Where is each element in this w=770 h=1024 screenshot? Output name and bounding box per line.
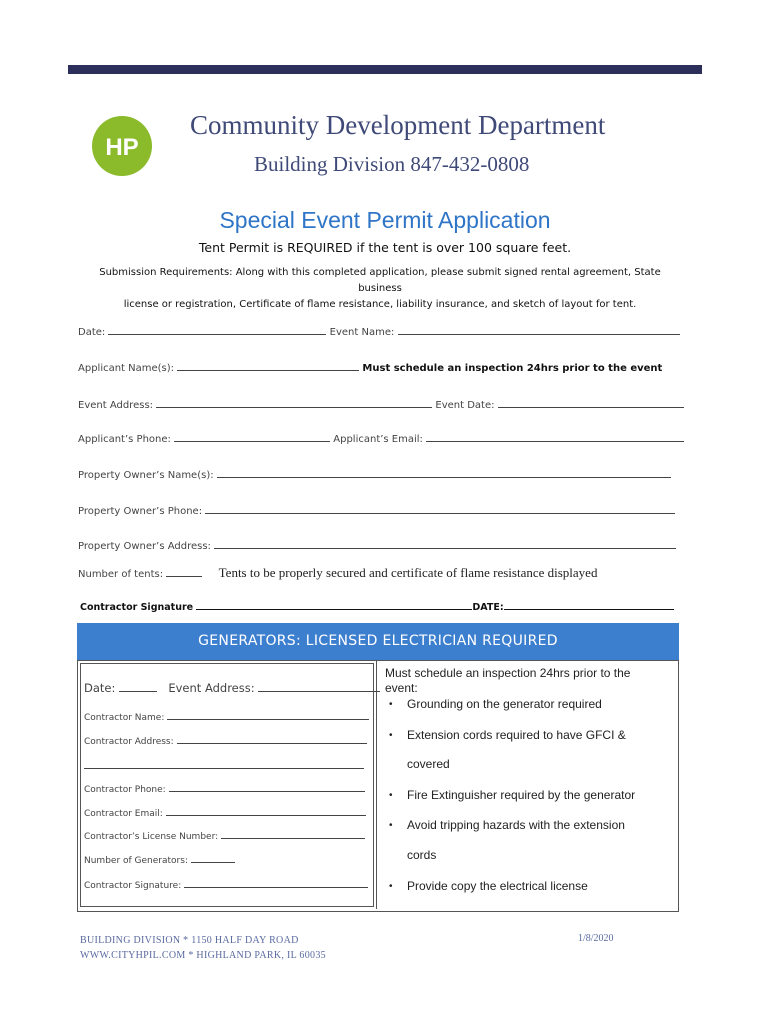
list-item-text: Avoid tripping hazards with the extension (407, 818, 625, 832)
applicant-contact-row (78, 430, 684, 445)
owner-names-field[interactable] (217, 466, 671, 478)
bullet-icon: • (389, 730, 393, 741)
gen-contractor-phone-label: Contractor Phone: (84, 785, 166, 795)
gen-contractor-email-label: Contractor Email: (84, 809, 163, 819)
gen-event-address-field[interactable] (258, 680, 380, 692)
contractor-signature-field[interactable] (196, 598, 472, 610)
bullet-icon: • (389, 881, 393, 892)
list-item (389, 697, 602, 712)
applicant-row (78, 359, 662, 374)
footer-address (80, 933, 326, 963)
list-item-text: Extension cords required to have GFCI & (407, 728, 626, 742)
contractor-signature-label: Contractor Signature (80, 602, 194, 613)
department-title: Community Development Department (190, 110, 606, 140)
applicant-email-field[interactable] (426, 430, 684, 442)
contractor-signature-row (80, 598, 674, 613)
owner-phone-row (78, 502, 675, 517)
gen-num-generators-field[interactable] (191, 851, 235, 863)
inspection-note: Must schedule an inspection 24hrs prior to the event (362, 363, 663, 374)
applicant-phone-field[interactable] (174, 430, 330, 442)
form-title: Special Event Permit Application (219, 207, 551, 233)
generators-header: GENERATORS: LICENSED ELECTRICIAN REQUIRED (77, 623, 679, 660)
applicant-phone-label: Applicant’s Phone: (78, 434, 171, 445)
submission-line-2: license or registration, Certificate of flame resistance, liability insurance, and sketch of layout for tent. (123, 299, 637, 310)
submission-line-1: Submission Requirements: Along with this completed application, please submit signed rental agreement, State business (99, 267, 661, 294)
gen-contractor-email-field[interactable] (166, 804, 366, 816)
applicant-names-label: Applicant Name(s): (78, 363, 175, 374)
gen-event-address-label: Event Address: (168, 681, 255, 695)
gen-contractor-address-label: Contractor Address: (84, 737, 174, 747)
gen-date-label: Date: (84, 681, 116, 695)
gen-contractor-email-row (84, 804, 366, 819)
footer-date: 1/8/2020 (578, 933, 614, 944)
owner-address-field[interactable] (214, 537, 676, 549)
gen-signature-row (84, 876, 368, 891)
date-label: Date: (78, 327, 106, 338)
tents-row (78, 565, 597, 581)
gen-contractor-address-row (84, 732, 367, 747)
applicant-names-field[interactable] (177, 359, 359, 371)
applicant-email-label: Applicant’s Email: (333, 434, 423, 445)
list-item (389, 728, 626, 743)
tent-permit-note: Tent Permit is REQUIRED if the tent is over 100 square feet. (198, 240, 572, 255)
owner-address-row (78, 537, 676, 552)
gen-contractor-phone-row (84, 780, 365, 795)
gen-date-row (84, 680, 380, 695)
event-date-label: Event Date: (435, 400, 495, 411)
owner-address-label: Property Owner’s Address: (78, 541, 211, 552)
svg-text:HP: HP (105, 134, 139, 161)
gen-num-generators-label: Number of Generators: (84, 856, 188, 866)
contractor-date-field[interactable] (504, 598, 674, 610)
submission-requirements (76, 265, 684, 313)
owner-names-label: Property Owner’s Name(s): (78, 470, 214, 481)
list-item-continued (407, 848, 436, 863)
event-address-row (78, 396, 684, 411)
list-item (389, 788, 636, 803)
bullet-icon: • (389, 820, 393, 831)
gen-contractor-address-field[interactable] (177, 732, 367, 744)
gen-contractor-name-field[interactable] (167, 708, 369, 720)
hp-logo (92, 116, 152, 176)
owner-names-row (78, 466, 671, 481)
owner-phone-field[interactable] (205, 502, 675, 514)
gen-contractor-address-field-2[interactable] (84, 757, 364, 769)
list-item-continued (407, 757, 450, 772)
date-field[interactable] (108, 323, 326, 335)
gen-note-line-2: event: (385, 681, 418, 695)
event-address-label: Event Address: (78, 400, 154, 411)
gen-license-label: Contractor’s License Number: (84, 832, 219, 842)
footer-line-1: BUILDING DIVISION * 1150 HALF DAY ROAD (80, 935, 299, 946)
gen-address-line-2-row (84, 757, 364, 772)
gen-license-field[interactable] (221, 827, 365, 839)
division-line: Building Division 847-432-0808 (254, 152, 530, 176)
generators-requirements (385, 666, 675, 893)
list-item-text: Grounding on the generator required (407, 697, 602, 711)
gen-contractor-name-label: Contractor Name: (84, 713, 165, 723)
header-bar (68, 65, 702, 74)
list-item (389, 818, 625, 833)
event-date-field[interactable] (498, 396, 684, 408)
tents-note: Tents to be properly secured and certificate of flame resistance displayed (218, 565, 598, 580)
event-address-field[interactable] (156, 396, 432, 408)
gen-license-row (84, 827, 365, 842)
contractor-date-label: DATE: (472, 602, 504, 613)
gen-contractor-phone-field[interactable] (169, 780, 365, 792)
date-row (78, 323, 680, 338)
gen-note-line-1: Must schedule an inspection 24hrs prior to the (385, 666, 631, 680)
gen-signature-field[interactable] (184, 876, 368, 888)
gen-inspection-note (385, 666, 675, 696)
gen-num-generators-row (84, 851, 235, 866)
footer-line-2: WWW.CITYHPIL.COM * HIGHLAND PARK, IL 60035 (80, 950, 326, 961)
gen-date-field[interactable] (119, 680, 157, 692)
bullet-icon: • (389, 790, 393, 801)
list-item-text: cords (407, 848, 437, 862)
list-item-text: Provide copy the electrical license (407, 879, 588, 893)
generators-divider (376, 661, 377, 909)
owner-phone-label: Property Owner’s Phone: (78, 506, 203, 517)
event-name-field[interactable] (398, 323, 680, 335)
event-name-label: Event Name: (329, 327, 395, 338)
gen-signature-label: Contractor Signature: (84, 881, 182, 891)
num-tents-field[interactable] (166, 565, 202, 577)
list-item-text: Fire Extinguisher required by the generator (407, 788, 636, 802)
num-tents-label: Number of tents: (78, 569, 164, 580)
hp-logo-mark (92, 116, 152, 176)
gen-contractor-name-row (84, 708, 369, 723)
list-item-text: covered (407, 757, 450, 771)
list-item (389, 879, 588, 894)
bullet-icon: • (389, 699, 393, 710)
